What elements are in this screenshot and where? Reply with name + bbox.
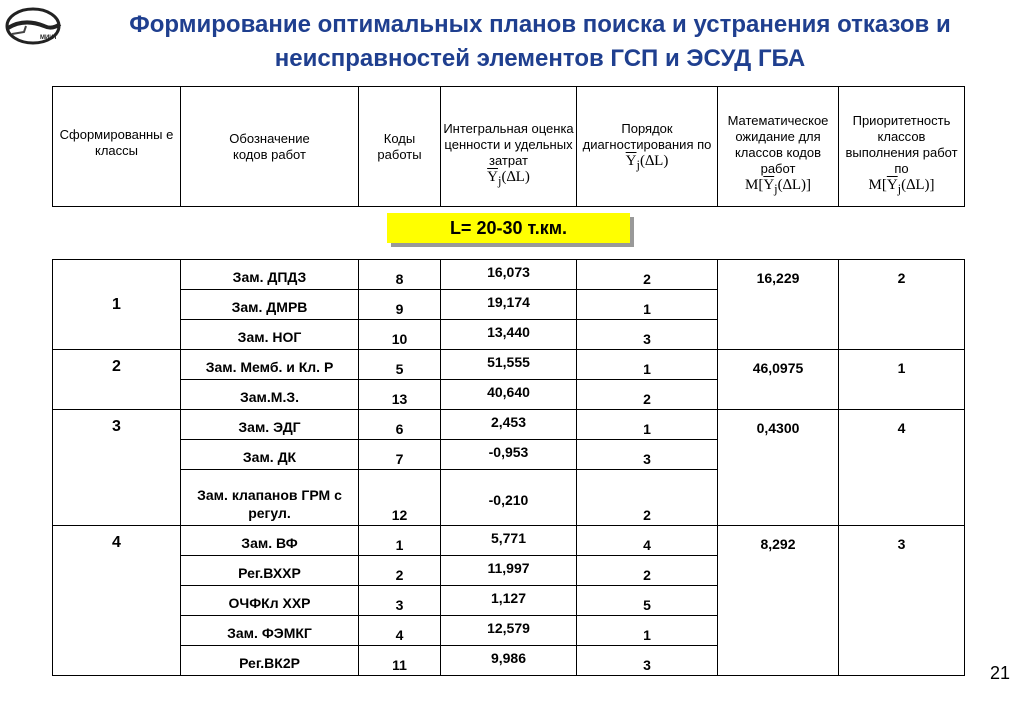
- class-id: 3: [53, 410, 181, 526]
- work-name: ОЧФКл ХХР: [181, 586, 359, 616]
- table-row: [53, 260, 965, 290]
- table-row: [53, 410, 965, 440]
- slide-number: 21: [989, 663, 1010, 683]
- work-name: Рег.ВК2Р: [181, 646, 359, 676]
- class-priority: 3: [839, 526, 965, 676]
- integral-value: -0,210: [441, 470, 577, 526]
- formula-m-1: $M[\overline{Y}_j(\Delta L)]$: [744, 177, 811, 196]
- integral-value: 40,640: [441, 380, 577, 410]
- logo-text: МИИТ: [40, 35, 58, 41]
- header-priority: Приоритетность классов выполнения работ по $M[\overline{Y}_j(\Delta L)]$: [839, 87, 965, 207]
- diagnostic-order: 2: [577, 260, 718, 290]
- work-code: 5: [359, 350, 441, 380]
- diagnostic-order: 2: [577, 556, 718, 586]
- work-name: Зам. ВФ: [181, 526, 359, 556]
- work-name: Зам. ДПДЗ: [181, 260, 359, 290]
- integral-value: 11,997: [441, 556, 577, 586]
- work-name: Зам. клапанов ГРМ с регул.: [181, 470, 359, 526]
- header-integral-estimate: Интегральная оценка ценности и удельных затрат $\overline{Y}_j(\Delta L)$: [441, 87, 577, 207]
- header-expectation: Математическое ожидание для классов кодов работ $M[\overline{Y}_j(\Delta L)]$: [718, 87, 839, 207]
- diagnostic-order: 2: [577, 470, 718, 526]
- diagnostic-order: 2: [577, 380, 718, 410]
- work-name: Зам. ДМРВ: [181, 290, 359, 320]
- integral-value: 19,174: [441, 290, 577, 320]
- work-name: Рег.ВХХР: [181, 556, 359, 586]
- diagnostic-order: 3: [577, 320, 718, 350]
- integral-value: 5,771: [441, 526, 577, 556]
- diagnostic-order: 1: [577, 350, 718, 380]
- work-name: Зам. Мемб. и Кл. Р: [181, 350, 359, 380]
- work-code: 12: [359, 470, 441, 526]
- integral-value: 12,579: [441, 616, 577, 646]
- work-code: 13: [359, 380, 441, 410]
- table-row: [53, 526, 965, 556]
- formula-m-2: $M[\overline{Y}_j(\Delta L)]$: [868, 177, 935, 196]
- class-priority: 1: [839, 350, 965, 410]
- work-code: 11: [359, 646, 441, 676]
- work-code: 4: [359, 616, 441, 646]
- integral-value: 2,453: [441, 410, 577, 440]
- page-title: [60, 8, 1020, 76]
- logo: [4, 6, 62, 46]
- work-code: 10: [359, 320, 441, 350]
- diagnostic-order: 4: [577, 526, 718, 556]
- integral-value: 16,073: [441, 260, 577, 290]
- class-mean: 8,292: [718, 526, 839, 676]
- title-line-2: неисправностей элементов ГСП и ЭСУД ГБА: [274, 45, 806, 72]
- work-code: 2: [359, 556, 441, 586]
- diagnostic-order: 1: [577, 290, 718, 320]
- table-row: [53, 350, 965, 380]
- header-classes: Сформированны е классы: [53, 87, 181, 207]
- diagnostic-order: 3: [577, 440, 718, 470]
- work-code: 7: [359, 440, 441, 470]
- work-name: Зам.М.З.: [181, 380, 359, 410]
- diagnostic-order: 1: [577, 616, 718, 646]
- integral-value: -0,953: [441, 440, 577, 470]
- formula-y-2: $\overline{Y}_j(\Delta L)$: [625, 153, 669, 172]
- integral-value: 1,127: [441, 586, 577, 616]
- work-code: 6: [359, 410, 441, 440]
- formula-y-1: $\overline{Y}_j(\Delta L)$: [487, 169, 530, 188]
- header-diagnostic-order: Порядок диагностирования по $\overline{Y}_j(\Delta L)$: [577, 87, 718, 207]
- range-label: L= 20-30 т.км.: [387, 213, 630, 243]
- work-name: Зам. ФЭМКГ: [181, 616, 359, 646]
- integral-value: 9,986: [441, 646, 577, 676]
- header-code-designation: Обозначение кодов работ: [181, 87, 359, 207]
- diagnostic-order: 5: [577, 586, 718, 616]
- class-mean: 16,229: [718, 260, 839, 350]
- class-id: 2: [53, 350, 181, 410]
- work-code: 9: [359, 290, 441, 320]
- title-line-1: Формирование оптимальных планов поиска и устранения отказов и: [129, 11, 951, 38]
- work-name: Зам. ЭДГ: [181, 410, 359, 440]
- university-emblem-icon: [4, 6, 62, 46]
- work-code: 1: [359, 526, 441, 556]
- diagnostic-order: 1: [577, 410, 718, 440]
- class-id: 4: [53, 526, 181, 676]
- class-mean: 0,4300: [718, 410, 839, 526]
- class-id: 1: [53, 260, 181, 350]
- work-code: 3: [359, 586, 441, 616]
- header-work-codes: Коды работы: [359, 87, 441, 207]
- work-code: 8: [359, 260, 441, 290]
- work-name: Зам. НОГ: [181, 320, 359, 350]
- work-name: Зам. ДК: [181, 440, 359, 470]
- class-priority: 4: [839, 410, 965, 526]
- data-table: [52, 259, 965, 676]
- integral-value: 51,555: [441, 350, 577, 380]
- diagnostic-order: 3: [577, 646, 718, 676]
- class-mean: 46,0975: [718, 350, 839, 410]
- class-priority: 2: [839, 260, 965, 350]
- integral-value: 13,440: [441, 320, 577, 350]
- header-table: [52, 86, 965, 207]
